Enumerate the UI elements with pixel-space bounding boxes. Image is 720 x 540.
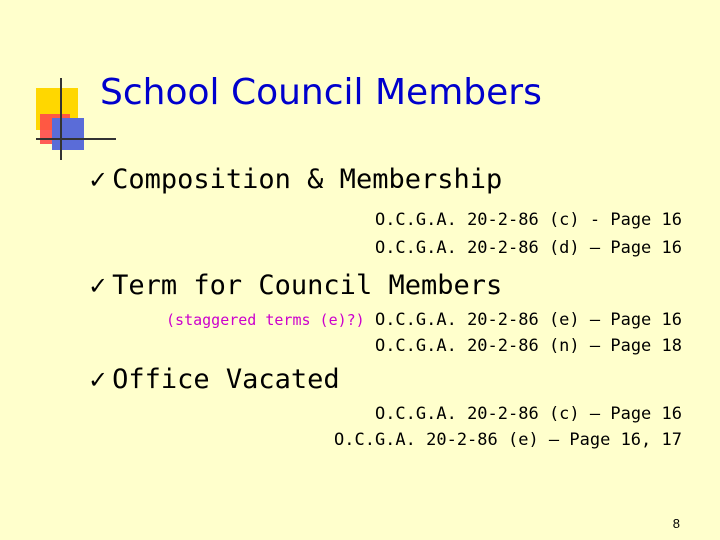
reference-line: O.C.G.A. 20-2-86 (c) - Page 16 <box>374 210 682 230</box>
reference-line: O.C.G.A. 20-2-86 (n) – Page 18 <box>374 336 682 356</box>
checkmark-icon: ✓ <box>88 366 109 394</box>
reference-line: O.C.G.A. 20-2-86 (e) – Page 16, 17 <box>334 430 682 450</box>
bullet-term <box>88 270 502 301</box>
decor-vertical-line <box>60 78 62 160</box>
bullet-label: Composition & Membership <box>112 164 503 195</box>
reference-line-with-note <box>166 310 682 330</box>
reference-line: O.C.G.A. 20-2-86 (d) – Page 16 <box>374 238 682 258</box>
decor-horizontal-line <box>36 138 116 140</box>
bullet-label: Term for Council Members <box>112 270 503 301</box>
bullet-label: Office Vacated <box>112 364 340 395</box>
bullet-composition <box>88 164 502 195</box>
checkmark-icon: ✓ <box>88 272 109 300</box>
page-number: 8 <box>672 516 680 531</box>
slide-title: School Council Members <box>100 72 542 113</box>
reference-line: O.C.G.A. 20-2-86 (c) – Page 16 <box>374 404 682 424</box>
checkmark-icon: ✓ <box>88 166 109 194</box>
staggered-terms-note: (staggered terms (e)?) <box>166 311 365 329</box>
decor-blue-square <box>52 118 84 150</box>
bullet-office-vacated <box>88 364 340 395</box>
reference-text: O.C.G.A. 20-2-86 (e) – Page 16 <box>374 310 682 330</box>
